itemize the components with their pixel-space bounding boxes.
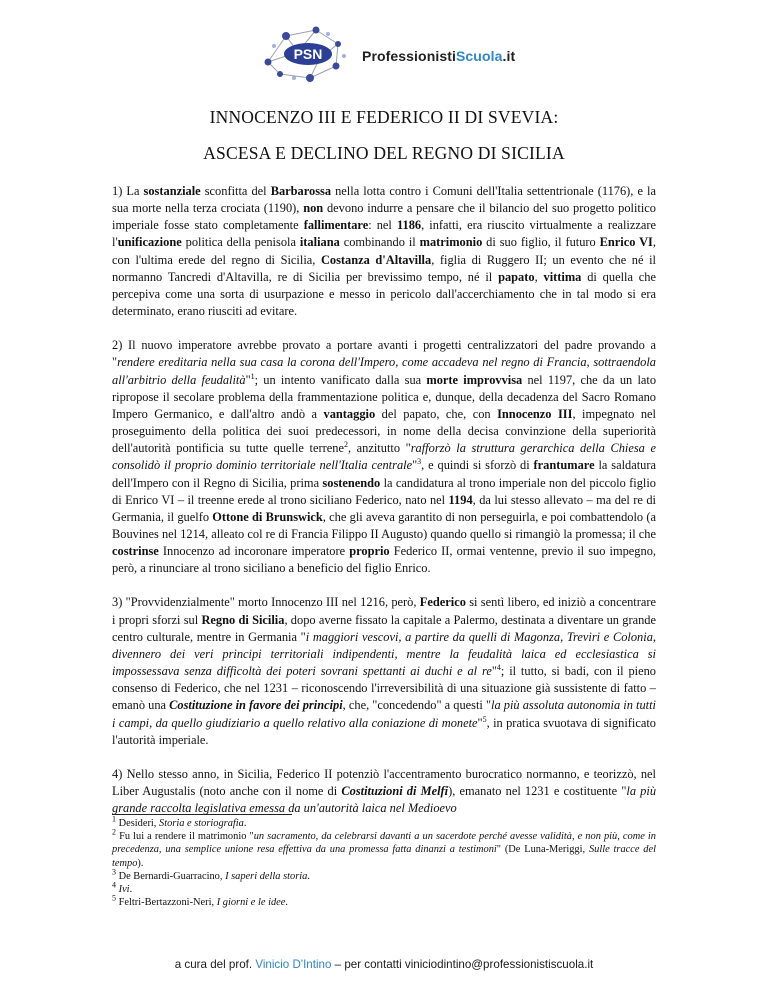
site-logo	[258, 22, 518, 84]
text-run: De Bernardi-Guarracino,	[116, 870, 226, 882]
text-run: "	[412, 458, 418, 473]
text-run: "	[477, 715, 483, 730]
footnote-4	[112, 880, 656, 896]
bold-text: matrimonio	[419, 235, 483, 250]
bold-text: 1186	[396, 218, 422, 233]
text-run: .	[129, 884, 133, 896]
text-run: , in pratica svuotava di significato l'autorità imperiale.	[112, 715, 656, 747]
text-run: del papato, che, con	[375, 406, 498, 421]
bold-text: vittima	[543, 269, 582, 284]
footnote-ref: 4	[112, 880, 116, 890]
bold-text: Regno di Sicilia	[201, 612, 285, 627]
bold-text: vantaggio	[323, 406, 376, 421]
document-title-line-1: INNOCENZO III E FEDERICO II DI SVEVIA:	[209, 107, 559, 127]
bold-text: Costituzioni di Melfi	[341, 784, 449, 798]
footnote-separator	[112, 814, 292, 815]
footnote-ref: 3	[112, 867, 116, 877]
page-footer	[0, 958, 768, 971]
footnote-ref: 1	[112, 814, 116, 824]
text-run: , infatti, era riuscito virtualmente a realizzare l'	[112, 218, 657, 250]
text-run: si sentì libero, ed iniziò a concentrare i propri sforzi sul	[112, 595, 656, 627]
bold-text: frantumare	[533, 458, 595, 473]
footnote-ref: 4	[496, 662, 501, 672]
text-run: 1) La	[112, 184, 144, 198]
italic-text: un sacramento, da celebrarsi davanti a un sacerdote perché avesse validità, e non più, come in precedenza, una semplice unione resa effettiva da una promessa fatta dinanzi a testimoni	[112, 831, 656, 856]
text-run: , con l'ultima erede del regno di Sicilia,	[112, 235, 656, 267]
text-run: ; un intento vanificato dalla sua	[254, 372, 427, 387]
body-text	[112, 183, 656, 834]
text-run: nella lotta contro i Comuni dell'Italia settentrionale (1176), e la sua morte nella terza crociata (1190),	[112, 184, 656, 216]
bold-text: 1194	[448, 492, 473, 507]
bold-text: fallimentare	[303, 218, 369, 233]
footnote-ref: 2	[112, 827, 116, 837]
footnote-5	[112, 893, 656, 909]
footer-author: Vinicio D'Intino	[255, 958, 332, 971]
paragraph-2	[112, 337, 656, 577]
bold-text: costrinse	[112, 544, 159, 559]
text-run: , figlia di Ruggero II; un evento che né il normanno Tancredi d'Altavilla, re di Sicilia per brevissimo tempo, né il	[112, 252, 656, 284]
footer-contact: – per contatti viniciodintino@professionistiscuola.it	[331, 958, 594, 971]
bold-text: Barbarossa	[270, 184, 332, 198]
footnotes	[112, 814, 656, 909]
brand-part-1: Professionisti	[362, 48, 456, 64]
italic-text: Ivi	[118, 884, 130, 896]
bold-text: Ottone di Brunswick	[212, 509, 323, 524]
text-run: ,	[534, 269, 544, 284]
text-run: , anzitutto "	[347, 441, 411, 456]
text-run: nel 1197, che da un lato ripropose il secolare problema della frammentazione politica e, dunque, della decadenza del Sacro Romano Impero Germanico, e dall'altro andò a	[112, 372, 657, 421]
bold-text: Costituzione in favore dei principi	[169, 698, 343, 713]
text-run: , impegnato nel proseguimento della politica dei suoi predecessori, in nome della decisa convinzione della superiorità dell'autorità pontificia su tutte quelle terrene	[112, 406, 656, 456]
italic-text: Storia e storiografia	[159, 818, 244, 829]
bold-text: proprio	[349, 544, 390, 559]
text-run: ), emanato nel 1231 e costituente "	[448, 784, 627, 798]
brand-part-2: Scuola	[455, 48, 503, 64]
text-run: .	[243, 818, 247, 829]
footnote-ref: 5	[112, 893, 116, 903]
text-run: 3) "Provvidenzialmente" morto Innocenzo III nel 1216, però,	[112, 595, 420, 610]
bold-text: Costanza d'Altavilla	[320, 252, 432, 267]
logo-text: PSN	[293, 46, 323, 62]
italic-text: I saperi della storia	[225, 870, 308, 882]
bold-text: sostanziale	[143, 184, 201, 198]
text-run: Federico II, ormai ventenne, previo il suo impegno, però, a rinunciare al trono siciliano a beneficio del figlio Enrico.	[112, 544, 656, 576]
text-run: , da lui stesso allevato – ma del re di Germania, il guelfo	[112, 492, 657, 524]
paragraph-4	[112, 766, 656, 817]
italic-text: rafforzò la struttura gerarchica della Chiesa e consolidò il proprio dominio territoriale nell'Italia centrale	[112, 441, 656, 473]
bold-text: italiana	[299, 235, 340, 250]
document-title-line-2: ASCESA E DECLINO DEL REGNO DI SICILIA	[203, 143, 565, 163]
brand-part-3: .it	[502, 48, 516, 64]
bold-text: Federico	[419, 595, 466, 610]
footnote-ref: 1	[250, 371, 255, 381]
globe-network-icon	[258, 22, 358, 84]
bold-text: non	[303, 201, 324, 216]
text-run: di quella che percepiva come una sorta di usurpazione e messo in pericolo dall'accerchiamento che in tal modo si era determinato, erano riusciti ad evitare.	[112, 269, 656, 319]
paragraph-1	[112, 183, 656, 320]
text-run: , che, "concedendo" a questi "	[342, 698, 492, 713]
text-run: "	[491, 664, 497, 679]
text-run: 4) Nello stesso anno, in Sicilia, Federico II potenziò l'accentramento burocratico normanno, e teorizzò, nel Liber Augustalis (noto anche con il nome di	[112, 766, 656, 798]
bold-text: Enrico VI	[599, 235, 653, 250]
footnote-ref: 5	[482, 714, 487, 724]
italic-text: I giorni e le idee	[216, 897, 286, 909]
bold-text: papato	[498, 269, 535, 284]
footnote-ref: 3	[417, 457, 422, 467]
footnote-1	[112, 814, 656, 830]
text-run: Desideri,	[116, 818, 159, 829]
text-run: Innocenzo ad incoronare imperatore	[158, 544, 350, 559]
text-run: "	[245, 372, 251, 387]
text-run: .	[307, 870, 310, 882]
text-run: politica della penisola	[181, 235, 300, 250]
text-run: Fu lui a rendere il matrimonio "	[116, 831, 254, 843]
italic-text: la più assoluta autonomia in tutti i campi, da quello giudiziario a quello relativo alla coniazione di monete	[112, 698, 656, 730]
footnote-2	[112, 827, 656, 870]
footer-prefix: a cura del prof.	[174, 958, 256, 971]
text-run: la candidatura al trono imperiale non del piccolo figlio di Enrico VI – il treenne erede al trono siciliano Federico, nato nel	[112, 475, 656, 507]
text-run: devono indurre a pensare che il bilancio del suo progetto politico imperiale fosse stato completamente	[112, 201, 656, 233]
bold-text: morte improvvisa	[426, 372, 523, 387]
brand-name[interactable]	[362, 48, 515, 64]
paragraph-3	[112, 594, 656, 748]
italic-text: i maggiori vescovi, a partire da quelli di Magonza, Treviri e Colonia, divennero dei veri principi territoriali indipendenti, mentre la feudalità laica ed ecclesiastica si impossessava senza difficoltà dei poteri sovrani spettanti ai duchi e al re	[112, 629, 656, 679]
italic-text: la più grande raccolta legislativa emessa da un'autorità laica nel Medioevo	[112, 784, 657, 816]
text-run: , che gli aveva garantito di non perseguirla, e poi combattendolo (a Bouvines nel 1214, alleato col re di Francia Filippo II Augusto) quando quello si rimangiò la promessa; il che	[112, 509, 657, 541]
text-run: sconfitta del	[200, 184, 271, 198]
text-run: la saldatura dell'Impero con il Regno di Sicilia, prima	[112, 458, 656, 490]
text-run: , dopo averne fissato la capitale a Palermo, destinata a diventare un grande centro culturale, mentre in Germania "	[112, 612, 656, 644]
italic-text: rendere ereditaria nella sua casa la corona dell'Impero, come accadeva nel regno di Francia, sottraendola all'arbitrio della feudalità	[112, 355, 656, 387]
text-run: ).	[137, 857, 144, 869]
text-run: " (De Luna-Meriggi,	[496, 844, 589, 856]
bold-text: sostenendo	[322, 475, 381, 490]
text-run: di suo figlio, il futuro	[482, 235, 600, 250]
bold-text: Innocenzo III	[497, 406, 573, 421]
italic-text: Sulle tracce del tempo	[112, 844, 656, 869]
bold-text: unificazione	[117, 235, 182, 250]
footnote-3	[112, 867, 656, 883]
text-run: Feltri-Bertazzoni-Neri,	[116, 897, 217, 909]
text-run: , e quindi si sforzò di	[421, 458, 534, 473]
text-run: combinando il	[339, 235, 420, 250]
text-run: ; il tutto, si badi, con il pieno consenso di Federico, che nel 1231 – riconoscendo l'irreversibilità di una situazione già sussistente di fatto – emanò una	[112, 664, 656, 713]
text-run: : nel	[368, 218, 397, 233]
text-run: .	[285, 897, 288, 909]
footnote-ref: 2	[343, 440, 348, 450]
text-run: 2) Il nuovo imperatore avrebbe provato a portare avanti i progetti centralizzatori del padre provando a "	[112, 338, 656, 370]
